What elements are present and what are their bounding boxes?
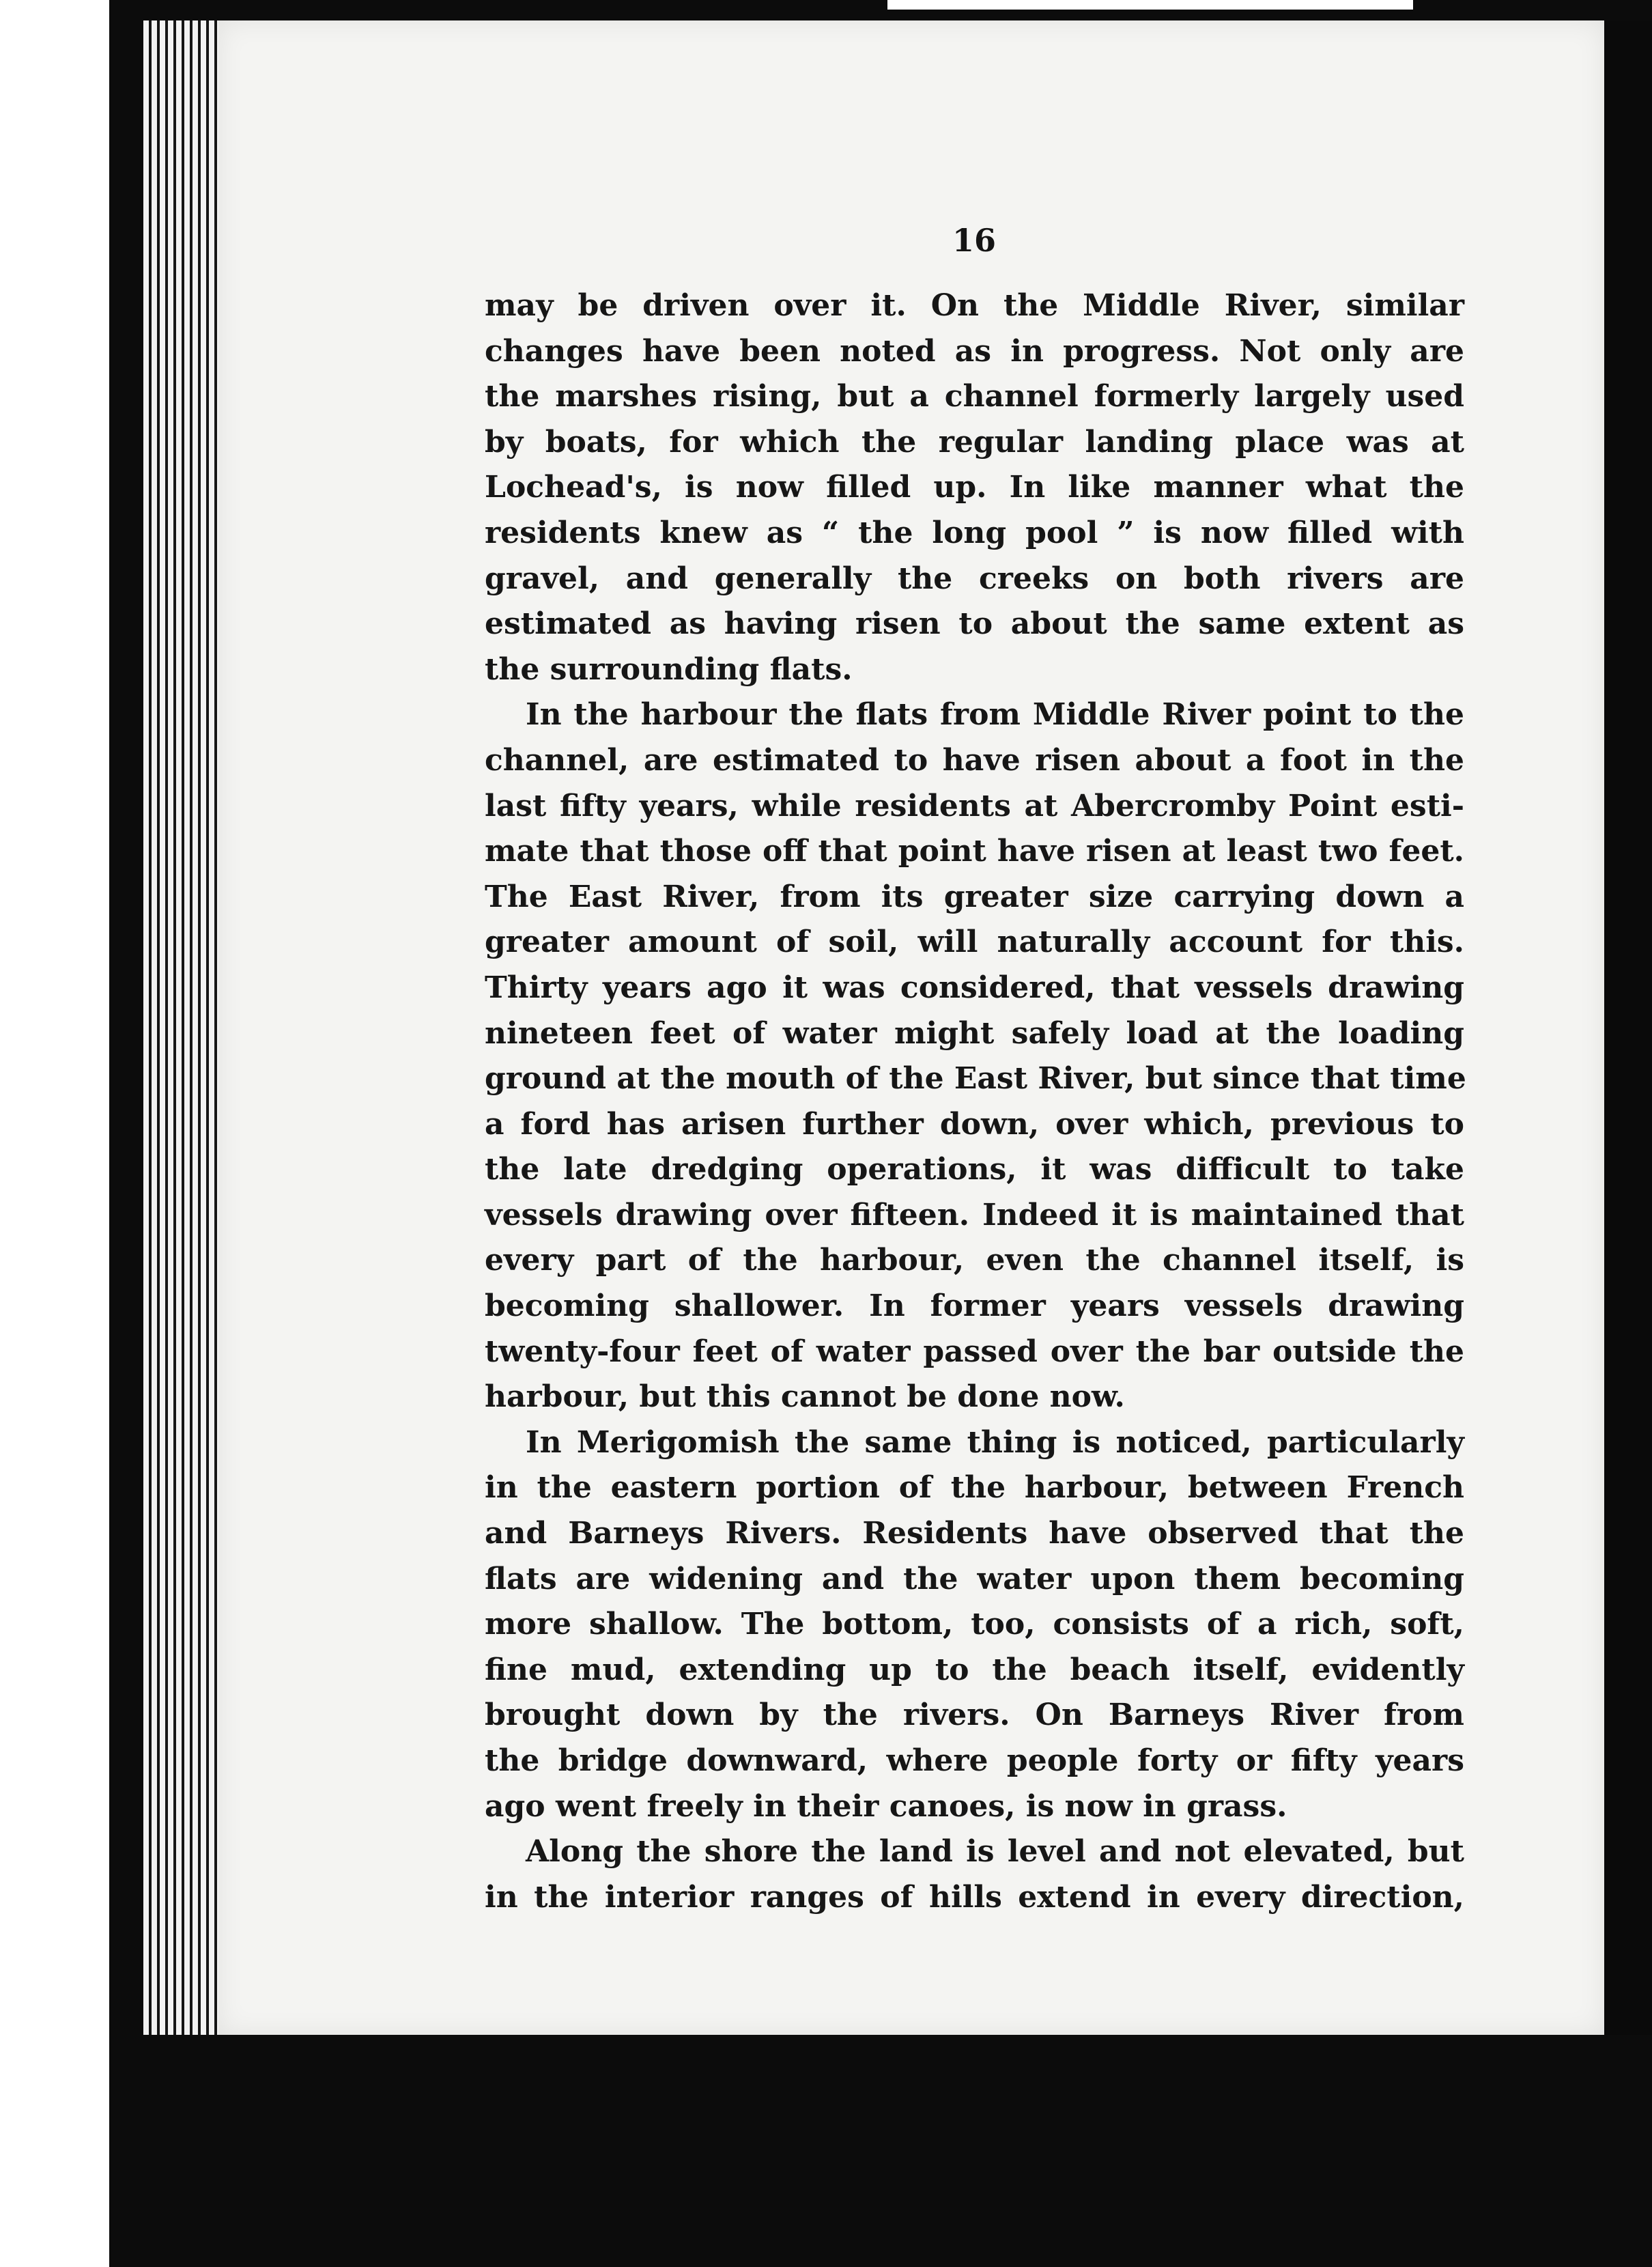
text-line: may be driven over it. On the Middle River, similar [485, 288, 1464, 323]
text-line: Lochead's, is now filled up. In like manner what the [485, 470, 1464, 505]
text-line: Along the shore the land is level and not elevated, but [526, 1834, 1464, 1870]
text-line: In Merigomish the same thing is noticed, particularly [526, 1424, 1464, 1460]
body-text [485, 283, 1464, 1920]
text-line: last fifty years, while residents at Abercromby Point esti- [485, 788, 1464, 823]
text-line: the surrounding flats. [485, 651, 853, 687]
text-line: and Barneys Rivers. Residents have observed that the [485, 1516, 1464, 1551]
text-line: estimated as having risen to about the same extent as [485, 606, 1464, 642]
text-line: Thirty years ago it was considered, that vessels drawing [485, 970, 1464, 1005]
text-line: harbour, but this cannot be done now. [485, 1379, 1125, 1415]
text-line: the late dredging operations, it was difficult to take [485, 1152, 1464, 1187]
text-line: mate that those off that point have risen at least two feet. [485, 834, 1464, 869]
text-line: nineteen feet of water might safely load at the loading [485, 1015, 1464, 1051]
text-line: fine mud, extending up to the beach itself, evidently [485, 1652, 1464, 1687]
text-line: the marshes rising, but a channel formerly largely used [485, 379, 1464, 414]
text-line: greater amount of soil, will naturally account for this. [485, 925, 1464, 960]
text-line: gravel, and generally the creeks on both rivers are [485, 561, 1464, 596]
scan-border-top [109, 0, 1652, 20]
text-line: the bridge downward, where people forty or fifty years [485, 1743, 1464, 1778]
text-line: in the interior ranges of hills extend in every direction, [485, 1879, 1464, 1915]
text-line: in the eastern portion of the harbour, between French [485, 1470, 1464, 1506]
text-line: more shallow. The bottom, too, consists of a rich, soft, [485, 1607, 1464, 1642]
text-line: twenty-four feet of water passed over the bar outside the [485, 1334, 1464, 1369]
text-line: residents knew as “ the long pool ” is now filled with [485, 515, 1464, 550]
page-number: 16 [952, 222, 997, 259]
scan-border-notch [887, 0, 1413, 10]
paragraph [485, 283, 1464, 692]
text-line: flats are widening and the water upon them becoming [485, 1561, 1464, 1596]
text-line: brought down by the rivers. On Barneys River from [485, 1698, 1464, 1733]
text-line: changes have been noted as in progress. Not only are [485, 333, 1464, 369]
paragraph [485, 692, 1464, 1420]
text-line: The East River, from its greater size carrying down a [485, 879, 1464, 914]
paragraph [485, 1829, 1464, 1920]
text-line: by boats, for which the regular landing place was at [485, 424, 1464, 460]
paragraph [485, 1420, 1464, 1829]
scan-border-bottom [109, 2035, 1652, 2267]
text-line: ground at the mouth of the East River, but since that time [485, 1061, 1466, 1097]
text-line: vessels drawing over fifteen. Indeed it is maintained that [485, 1197, 1464, 1233]
text-line: In the harbour the flats from Middle River point to the [526, 697, 1464, 733]
text-line: becoming shallower. In former years vessels drawing [485, 1289, 1464, 1324]
text-line: every part of the harbour, even the channel itself, is [485, 1243, 1464, 1278]
text-line: a ford has arisen further down, over which, previous to [485, 1106, 1464, 1142]
text-line: ago went freely in their canoes, is now in grass. [485, 1788, 1287, 1824]
text-line: channel, are estimated to have risen about a foot in the [485, 742, 1464, 778]
